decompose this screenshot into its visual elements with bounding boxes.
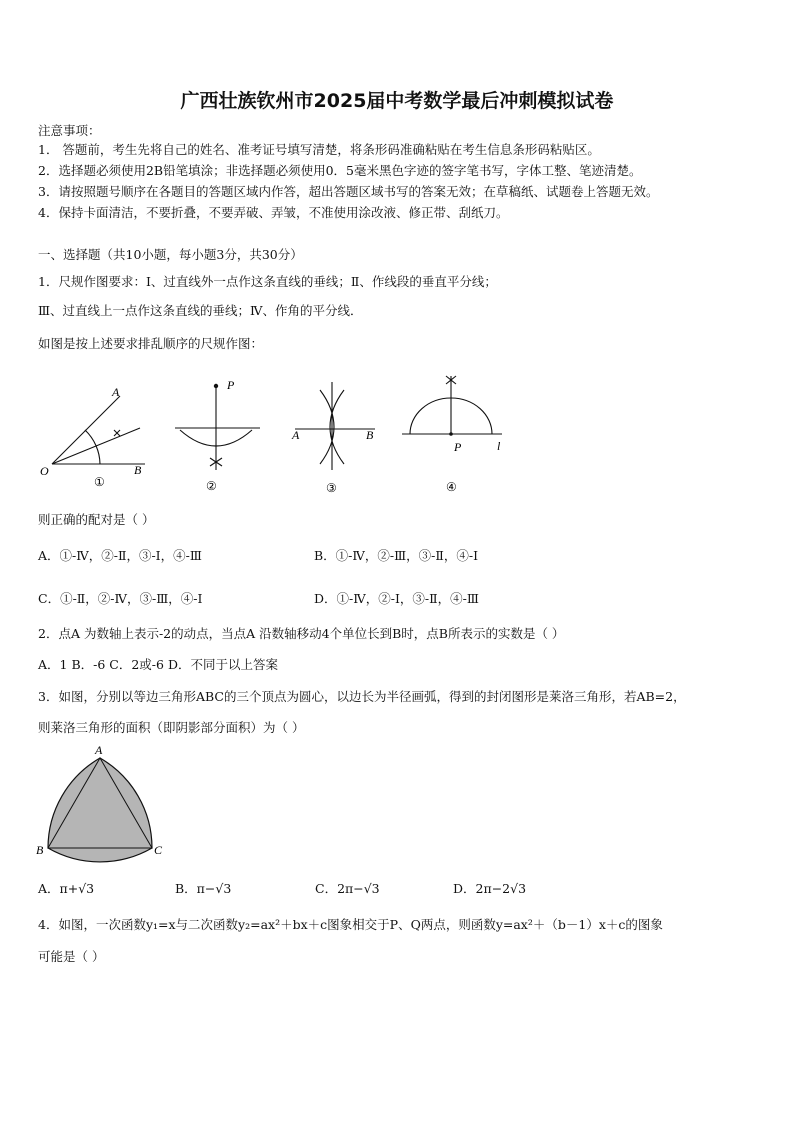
q1-option-a: A．①-Ⅳ，②-Ⅱ，③-Ⅰ，④-Ⅲ (38, 548, 202, 563)
q1-stem: 则正确的配对是（ ） (38, 512, 155, 527)
f2-number: ② (206, 479, 217, 493)
q3-reuleaux-figure (30, 738, 180, 863)
f3-label-a: A (292, 428, 300, 442)
q2-stem: 2．点A 为数轴上表示-2的动点，当点A 沿数轴移动4个单位长到B时，点B所表示的实数是（ ） (38, 626, 565, 641)
q3-option-c: C．2π−√3 (315, 881, 380, 896)
q3-line1: 3．如图，分别以等边三角形ABC的三个顶点为圆心，以边长为半径画弧，得到的封闭图形是莱洛三角形，若AB=2， (38, 689, 686, 704)
f1-label-a: A (112, 385, 120, 399)
page-title: 广西壮族钦州市2025届中考数学最后冲刺模拟试卷 (180, 90, 614, 112)
q3-option-b: B．π−√3 (175, 881, 232, 896)
q1-line2: Ⅲ、过直线上一点作这条直线的垂线；Ⅳ、作角的平分线． (38, 303, 363, 318)
f3-number: ③ (326, 481, 337, 495)
f1-label-o: O (40, 464, 49, 478)
notice-item: 1． 答题前，考生先将自己的姓名、准考证号填写清楚，将条形码准确粘贴在考生信息条形码粘贴区。 (38, 142, 600, 157)
q3-label-a: A (95, 743, 103, 757)
q3-line2: 则莱洛三角形的面积（即阴影部分面积）为（ ） (38, 720, 305, 735)
f1-label-b: B (134, 463, 142, 477)
f4-label-p: P (454, 440, 462, 454)
q1-option-d: D．①-Ⅳ，②-Ⅰ，③-Ⅱ，④-Ⅲ (314, 591, 479, 606)
f1-number: ① (94, 475, 105, 489)
notice-item: 4．保持卡面清洁，不要折叠，不要弄破、弄皱，不准使用涂改液、修正带、刮纸刀。 (38, 205, 509, 220)
q4-line2: 可能是（ ） (38, 949, 105, 964)
f2-label-p: P (227, 378, 235, 392)
f3-label-b: B (366, 428, 374, 442)
q4-line1: 4．如图，一次函数y₁=x与二次函数y₂=ax²＋bx＋c图象相交于P、Q两点，则函数y=ax²＋（b－1）x＋c的图象 (38, 917, 663, 932)
q2-options: A．1 B．-6 C．2或-6 D．不同于以上答案 (38, 657, 278, 672)
f4-number: ④ (446, 480, 457, 494)
q3-option-d: D．2π−2√3 (453, 881, 527, 896)
f1-ray-oa (52, 396, 120, 464)
q1-line1: 1．尺规作图要求：Ⅰ、过直线外一点作这条直线的垂线；Ⅱ、作线段的垂直平分线； (38, 274, 497, 289)
section-heading: 一、选择题（共10小题，每小题3分，共30分） (38, 247, 303, 262)
q1-line3: 如图是按上述要求排乱顺序的尺规作图： (38, 336, 264, 351)
q3-label-c: C (154, 843, 163, 857)
f4-point-p (449, 432, 453, 436)
q1-construction-figures (30, 372, 520, 502)
f4-label-l: l (497, 439, 501, 453)
q3-label-b: B (36, 843, 44, 857)
q3-option-a: A．π+√3 (38, 881, 95, 896)
notice-item: 2．选择题必须使用2B铅笔填涂；非选择题必须使用0．5毫米黑色字迹的签字笔书写，字体工整、笔迹清楚。 (38, 163, 642, 178)
reuleaux-shape (48, 758, 152, 862)
notice-item: 3．请按照题号顺序在各题目的答题区域内作答，超出答题区域书写的答案无效；在草稿纸、试题卷上答题无效。 (38, 184, 659, 199)
q1-option-c: C．①-Ⅱ，②-Ⅳ，③-Ⅲ，④-Ⅰ (38, 591, 203, 606)
q1-option-b: B．①-Ⅳ，②-Ⅲ，③-Ⅱ，④-Ⅰ (314, 548, 479, 563)
f2-point-p (214, 384, 218, 388)
notice-heading: 注意事项： (38, 123, 101, 138)
